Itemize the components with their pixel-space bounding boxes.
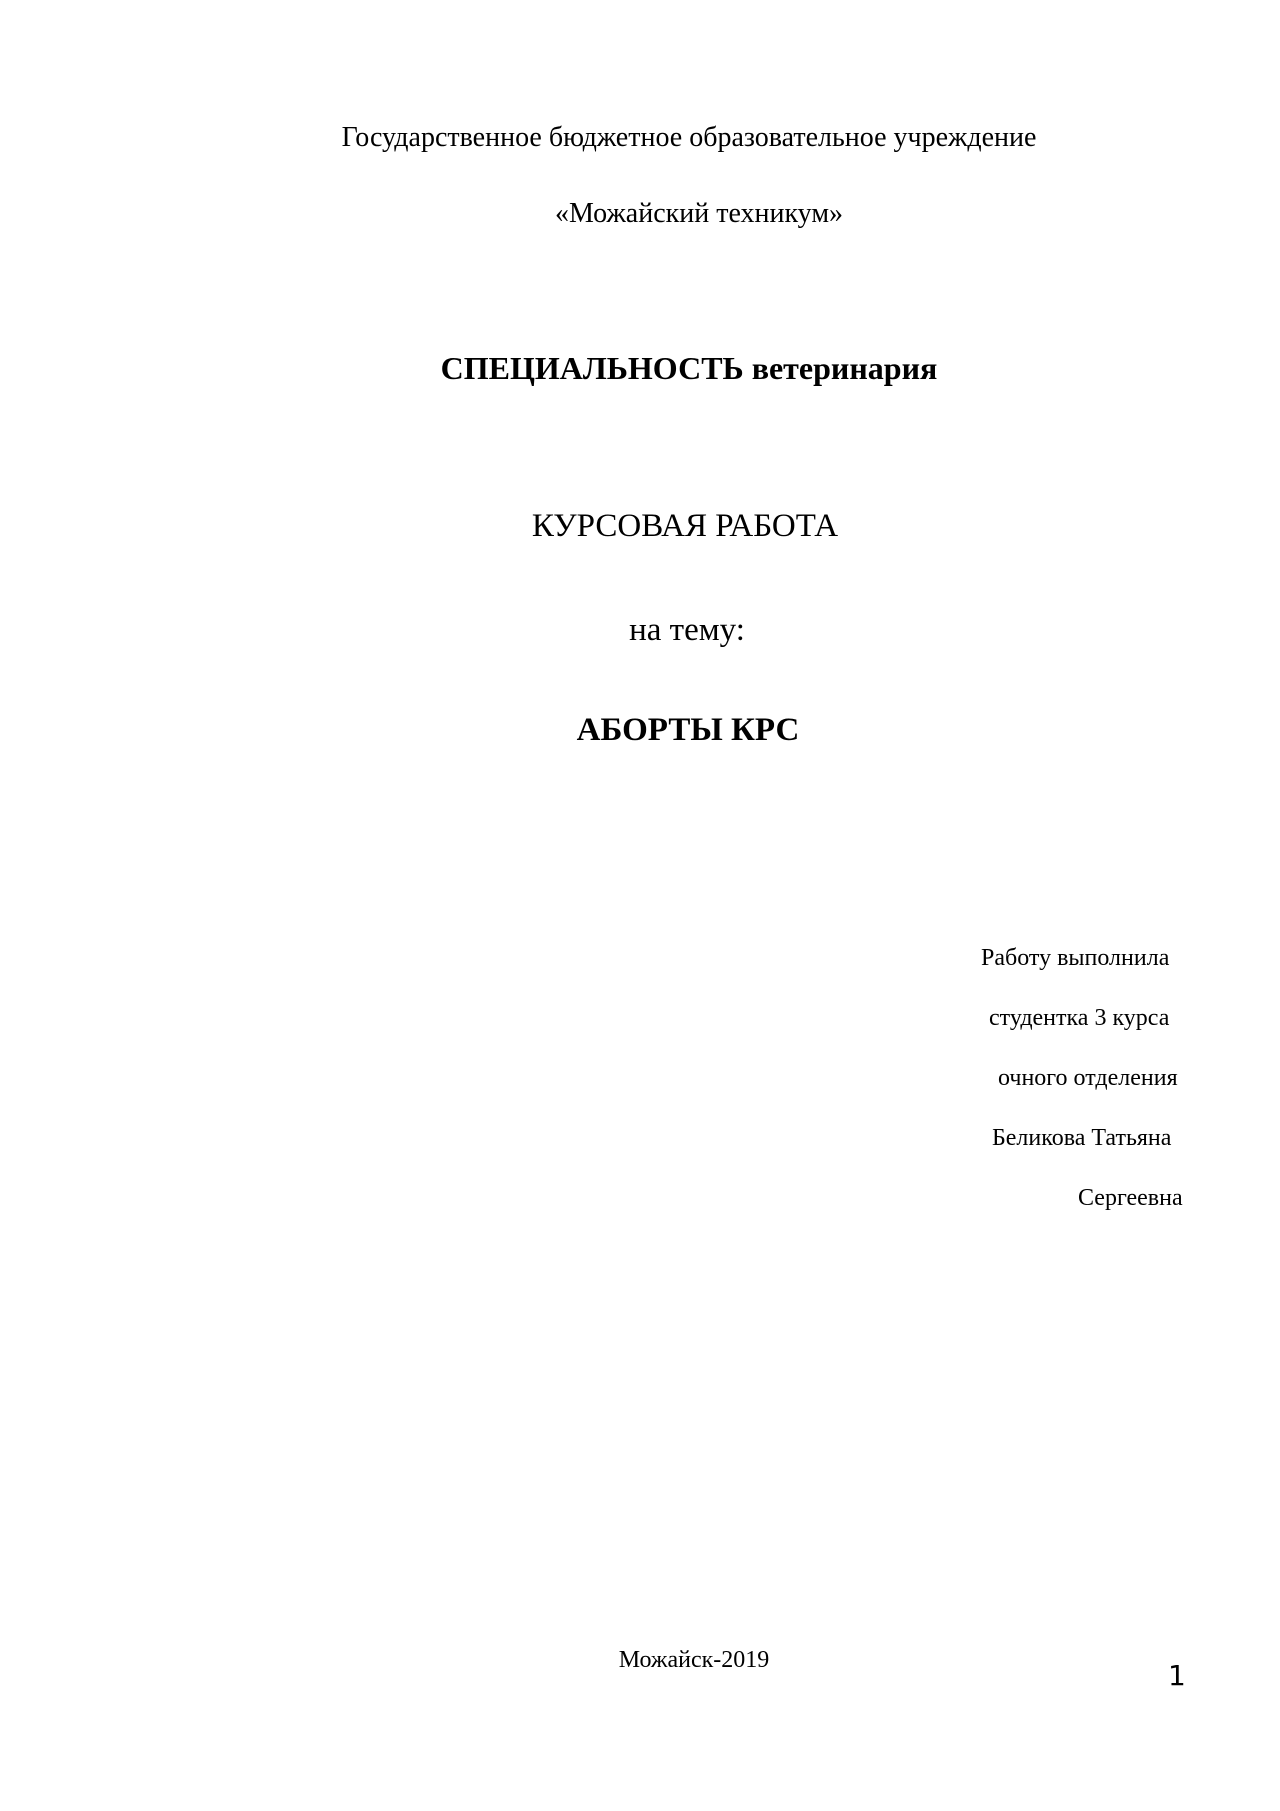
city-year: Можайск-2019 xyxy=(618,1647,770,1673)
topic-title: АБОРТЫ КРС xyxy=(576,712,800,748)
author-line-department: очного отделения xyxy=(998,1065,1178,1091)
institution-name: Государственное бюджетное образовательное учреждение xyxy=(341,122,1037,153)
author-line-course: студентка 3 курса xyxy=(989,1005,1170,1031)
author-line-performed-by: Работу выполнила xyxy=(981,945,1170,971)
specialty-heading: СПЕЦИАЛЬНОСТЬ ветеринария xyxy=(440,350,938,386)
college-name: «Можайский техникум» xyxy=(554,198,844,229)
author-line-patronymic: Сергеевна xyxy=(1078,1185,1183,1211)
page-number: 1 xyxy=(1168,1659,1186,1692)
author-line-name: Беликова Татьяна xyxy=(992,1125,1172,1151)
topic-intro: на тему: xyxy=(629,612,745,648)
work-type-heading: КУРСОВАЯ РАБОТА xyxy=(531,508,839,544)
